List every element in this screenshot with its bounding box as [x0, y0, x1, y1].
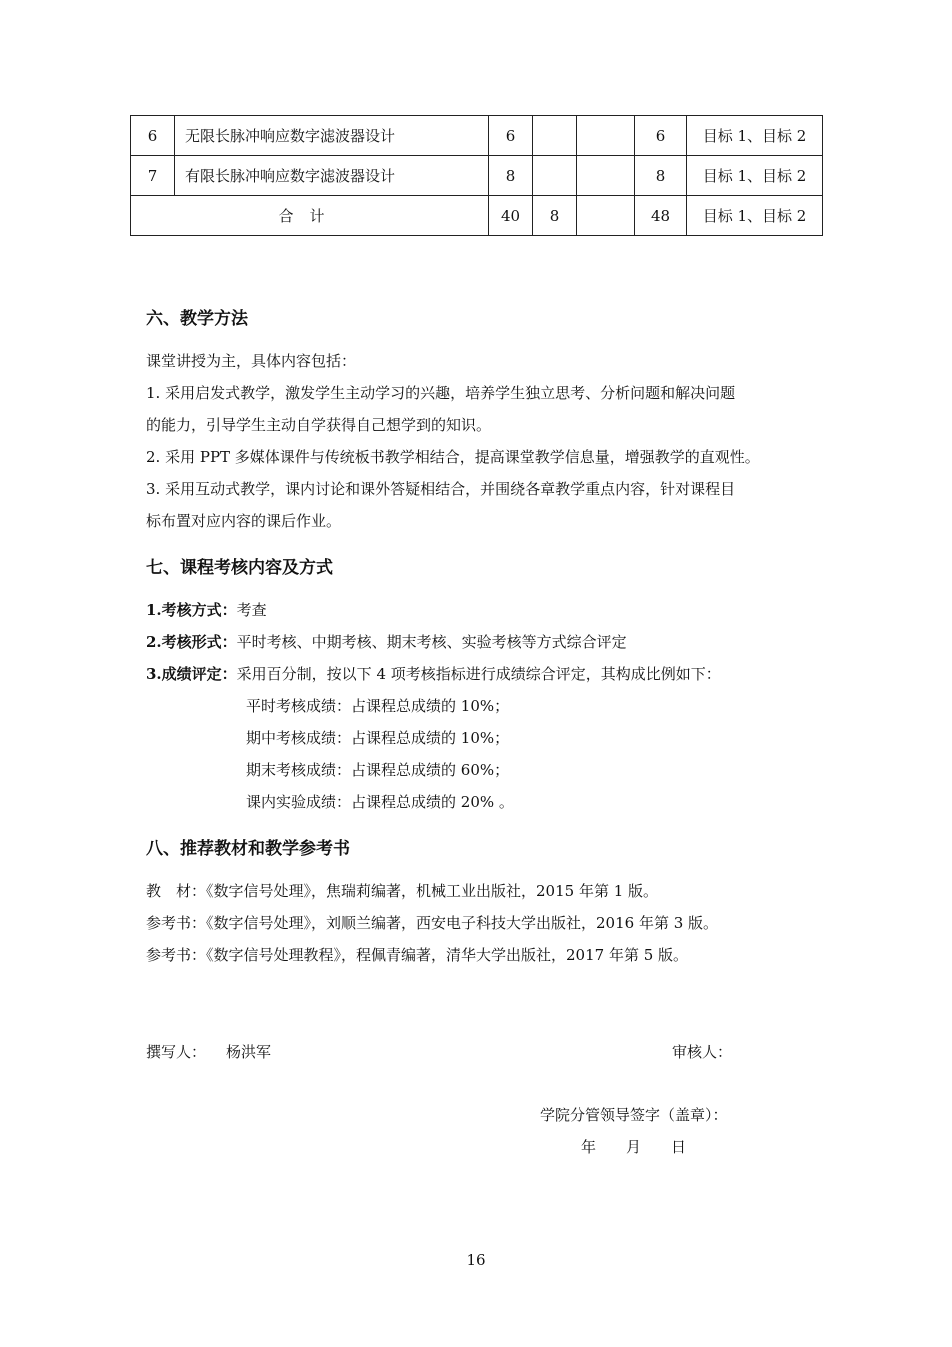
grade-evaluation: [146, 663, 721, 684]
course-hours-table: [130, 115, 823, 236]
row-content: 无限长脉冲响应数字滤波器设计: [175, 116, 489, 156]
total-hours-lecture: 40: [489, 196, 533, 236]
total-hours-experiment: 8: [533, 196, 577, 236]
grade-item: 期中考核成绩：占课程总成绩的 10%；: [246, 729, 510, 747]
table-row: [131, 156, 823, 196]
row-number: 6: [131, 116, 175, 156]
total-goal: 目标 1、目标 2: [687, 196, 823, 236]
row-hours-lecture: 6: [489, 116, 533, 156]
reference-line: 参考书：《数字信号处理》，刘顺兰编著，西安电子科技大学出版社，2016 年第 3 版。: [146, 914, 719, 932]
section6-line: 1. 采用启发式教学，激发学生主动学习的兴趣，培养学生独立思考、分析问题和解决问题: [146, 384, 736, 402]
author-label: 撰写人：: [146, 1043, 207, 1061]
date-line: 年 月 日: [581, 1138, 687, 1156]
grade-item: 课内实验成绩：占课程总成绩的 20% 。: [246, 793, 514, 811]
assessment-method-value: 考查: [236, 601, 267, 619]
reference-line: 参考书：《数字信号处理教程》，程佩青编著，清华大学出版社，2017 年第 5 版。: [146, 946, 689, 964]
row-number: 7: [131, 156, 175, 196]
page-number: 16: [466, 1251, 486, 1269]
section7-title: 七、课程考核内容及方式: [146, 558, 333, 578]
row-hours-experiment: [533, 116, 577, 156]
assessment-form-value: 平时考核、中期考核、期末考核、实验考核等方式综合评定: [236, 633, 627, 651]
total-hours-other: [577, 196, 635, 236]
assessment-method-label: 1.考核方式：: [146, 601, 237, 619]
row-hours-total: 6: [635, 116, 687, 156]
grade-evaluation-label: 3.成绩评定：: [146, 665, 237, 683]
assessment-form-label: 2.考核形式：: [146, 633, 237, 651]
section6-line: 的能力，引导学生主动自学获得自己想学到的知识。: [146, 416, 492, 434]
section6-line: 标布置对应内容的课后作业。: [146, 512, 342, 530]
table-total-row: [131, 196, 823, 236]
textbook-line: 教 材：《数字信号处理》，焦瑞莉编著，机械工业出版社，2015 年第 1 版。: [146, 882, 659, 900]
section8-title: 八、推荐教材和教学参考书: [146, 839, 350, 859]
table-row: [131, 116, 823, 156]
total-label: 合计: [131, 196, 489, 236]
grade-item: 期末考核成绩：占课程总成绩的 60%；: [246, 761, 510, 779]
row-hours-other: [577, 116, 635, 156]
assessment-method: [146, 599, 267, 620]
reviewer-label: 审核人：: [672, 1043, 733, 1061]
grade-item: 平时考核成绩：占课程总成绩的 10%；: [246, 697, 510, 715]
row-hours-other: [577, 156, 635, 196]
author-name: 杨洪军: [226, 1043, 272, 1061]
section6-title: 六、教学方法: [146, 309, 248, 329]
grade-evaluation-value: 采用百分制，按以下 4 项考核指标进行成绩综合评定，其构成比例如下：: [236, 665, 721, 683]
total-hours-total: 48: [635, 196, 687, 236]
row-goal: 目标 1、目标 2: [687, 116, 823, 156]
section6-line: 3. 采用互动式教学，课内讨论和课外答疑相结合，并围绕各章教学重点内容，针对课程目: [146, 480, 736, 498]
row-hours-experiment: [533, 156, 577, 196]
row-hours-total: 8: [635, 156, 687, 196]
row-goal: 目标 1、目标 2: [687, 156, 823, 196]
section6-line: 2. 采用 PPT 多媒体课件与传统板书教学相结合，提高课堂教学信息量，增强教学的直观性。: [146, 448, 760, 466]
leader-signature-label: 学院分管领导签字（盖章）：: [540, 1106, 728, 1124]
row-hours-lecture: 8: [489, 156, 533, 196]
row-content: 有限长脉冲响应数字滤波器设计: [175, 156, 489, 196]
section6-line: 课堂讲授为主，具体内容包括：: [146, 352, 357, 370]
assessment-form: [146, 631, 627, 652]
